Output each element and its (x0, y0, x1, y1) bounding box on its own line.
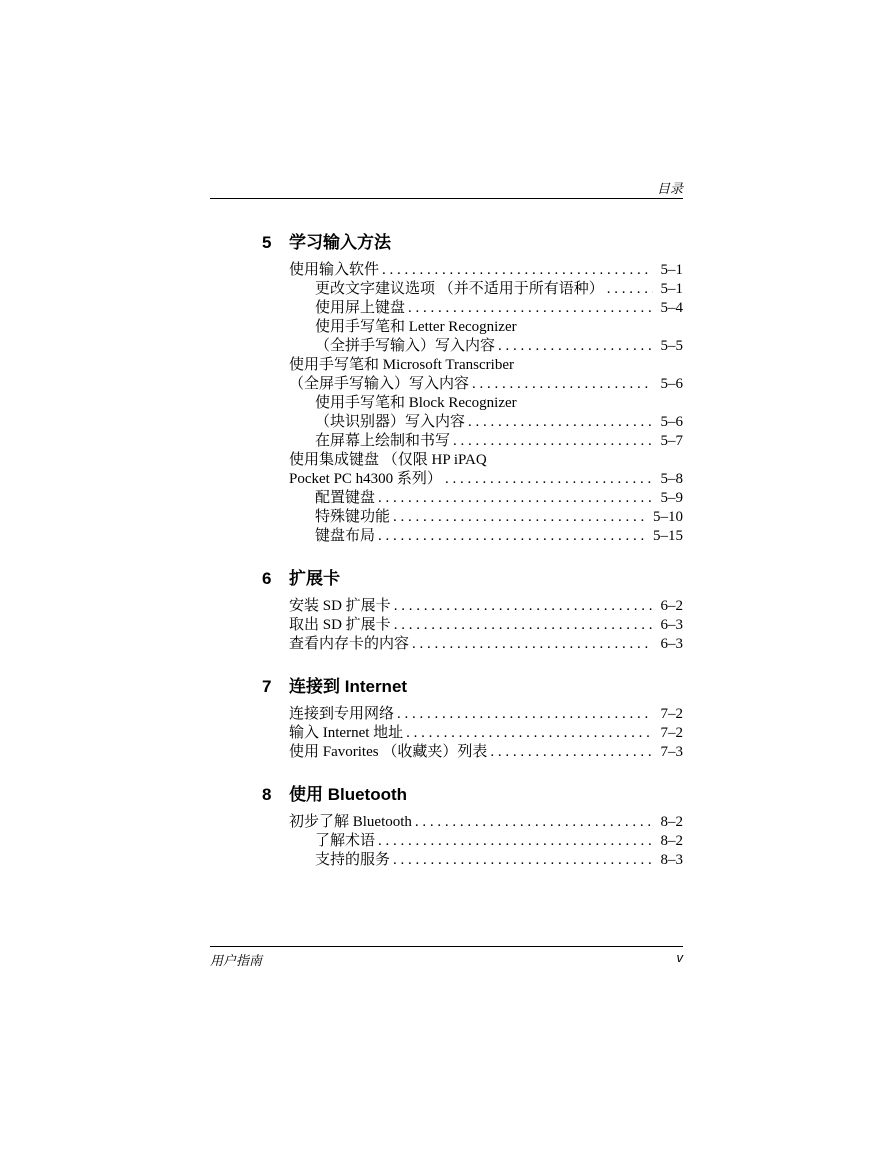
chapter-number: 8 (262, 785, 272, 804)
chapter-number: 6 (262, 569, 272, 588)
toc-chapter (262, 228, 683, 546)
toc-page-number: 7–2 (660, 725, 683, 741)
toc-entry-line[interactable] (289, 616, 683, 635)
chapter-heading[interactable] (262, 780, 683, 806)
toc-page-number: 5–1 (660, 281, 683, 297)
toc-entry-line[interactable] (315, 527, 683, 546)
toc-entry-text: 使用手写笔和 Block Recognizer (315, 395, 517, 411)
dot-leader (394, 597, 653, 616)
page-footer (210, 946, 683, 969)
toc-entry-text: 更改文字建议选项 （并不适用于所有语种） (315, 281, 604, 297)
toc-entry-line[interactable] (289, 261, 683, 280)
dot-leader (445, 470, 653, 489)
toc-entry-line[interactable] (289, 597, 683, 616)
toc-page-number: 7–2 (660, 706, 683, 722)
toc-entry-line[interactable] (315, 489, 683, 508)
toc-entry-text: （全屏手写输入）写入内容 (289, 376, 470, 392)
toc-page-number: 5–7 (660, 433, 683, 449)
toc-page-number: 5–4 (660, 300, 683, 316)
toc-entry-text: 使用手写笔和 Microsoft Transcriber (289, 357, 514, 373)
toc-entry-text: 输入 Internet 地址 (289, 725, 404, 741)
toc-entry-line[interactable] (315, 832, 683, 851)
dot-leader (607, 280, 653, 299)
dot-leader (378, 832, 653, 851)
toc-entry-line[interactable] (289, 451, 683, 470)
toc-entry-text: 使用输入软件 (289, 262, 380, 278)
toc-page-number: 6–3 (660, 617, 683, 633)
toc-entry-text: 使用手写笔和 Letter Recognizer (315, 319, 517, 335)
dot-leader (412, 635, 653, 654)
toc-entry-line[interactable] (315, 413, 683, 432)
toc-page-number: 8–2 (660, 814, 683, 830)
toc-entry-line[interactable] (315, 299, 683, 318)
toc-page-number: 5–9 (660, 490, 683, 506)
toc-entry-text: （块识别器）写入内容 (315, 414, 466, 430)
toc-page-number: 7–3 (660, 744, 683, 760)
toc-entry-line[interactable] (315, 318, 683, 337)
dot-leader (393, 508, 647, 527)
toc-entry-line[interactable] (289, 470, 683, 489)
dot-leader (472, 375, 653, 394)
chapter-title: 使用 Bluetooth (289, 785, 408, 804)
chapter-heading[interactable] (262, 228, 683, 254)
toc-entry-text: 在屏幕上绘制和书写 (315, 433, 451, 449)
toc-entry-text: 初步了解 Bluetooth (289, 814, 412, 830)
toc-chapter (262, 672, 683, 762)
chapter-title: 连接到 Internet (289, 677, 408, 696)
toc-entry-line[interactable] (289, 705, 683, 724)
toc-entry-line[interactable] (315, 851, 683, 870)
dot-leader (498, 337, 653, 356)
toc-page-number: 5–5 (660, 338, 683, 354)
toc-entry-line[interactable] (289, 375, 683, 394)
dot-leader (378, 527, 647, 546)
toc-page-number: 5–15 (653, 528, 683, 544)
dot-leader (468, 413, 653, 432)
dot-leader (490, 743, 653, 762)
toc-entry-line[interactable] (289, 813, 683, 832)
toc-page-number: 5–10 (653, 509, 683, 525)
toc-entry-text: 使用 Favorites （收藏夹）列表 (289, 744, 488, 760)
toc-entry-line[interactable] (289, 635, 683, 654)
chapter-number: 5 (262, 233, 272, 252)
toc-entry-line[interactable] (315, 508, 683, 527)
toc-entry-text: 了解术语 (315, 833, 376, 849)
toc-entry-text: 连接到专用网络 (289, 706, 395, 722)
toc-entry-line[interactable] (289, 724, 683, 743)
toc-entry-text: 特殊键功能 (315, 509, 391, 525)
dot-leader (408, 299, 653, 318)
header-title: 目录 (656, 181, 683, 196)
dot-leader (406, 724, 653, 743)
toc-page-number: 6–3 (660, 636, 683, 652)
toc-entry-text: 使用集成键盘 （仅限 HP iPAQ (289, 452, 487, 468)
toc-page-number: 5–1 (660, 262, 683, 278)
toc-page-number: 5–6 (660, 376, 683, 392)
dot-leader (453, 432, 653, 451)
chapter-heading[interactable] (262, 672, 683, 698)
toc-page-number: 8–2 (660, 833, 683, 849)
toc-chapter (262, 780, 683, 870)
page-header (210, 178, 683, 199)
toc-entry-text: 键盘布局 (315, 528, 376, 544)
dot-leader (397, 705, 653, 724)
toc-page-number: 8–3 (660, 852, 683, 868)
toc-entry-line[interactable] (315, 432, 683, 451)
toc-entry-line[interactable] (289, 356, 683, 375)
toc-entry-text: 查看内存卡的内容 (289, 636, 410, 652)
toc-entry-line[interactable] (315, 337, 683, 356)
toc-entry-line[interactable] (315, 280, 683, 299)
toc-entry-text: Pocket PC h4300 系列） (289, 471, 442, 487)
toc-entry-line[interactable] (315, 394, 683, 413)
footer-page-number: v (676, 950, 683, 965)
dot-leader (382, 261, 653, 280)
toc-page-number: 5–8 (660, 471, 683, 487)
dot-leader (393, 851, 653, 870)
dot-leader (378, 489, 653, 508)
chapter-title: 扩展卡 (289, 569, 340, 588)
chapter-number: 7 (262, 677, 272, 696)
footer-title: 用户指南 (210, 953, 263, 968)
table-of-contents (262, 228, 683, 888)
chapter-heading[interactable] (262, 564, 683, 590)
toc-entry-text: （全拼手写输入）写入内容 (315, 338, 496, 354)
toc-entry-text: 取出 SD 扩展卡 (289, 617, 391, 633)
toc-entry-line[interactable] (289, 743, 683, 762)
toc-page-number: 5–6 (660, 414, 683, 430)
toc-entry-text: 安装 SD 扩展卡 (289, 598, 391, 614)
chapter-title: 学习输入方法 (289, 233, 391, 252)
dot-leader (415, 813, 653, 832)
toc-entry-text: 使用屏上键盘 (315, 300, 406, 316)
toc-entry-text: 配置键盘 (315, 490, 376, 506)
toc-chapter (262, 564, 683, 654)
toc-entry-text: 支持的服务 (315, 852, 391, 868)
dot-leader (394, 616, 653, 635)
toc-page-number: 6–2 (660, 598, 683, 614)
